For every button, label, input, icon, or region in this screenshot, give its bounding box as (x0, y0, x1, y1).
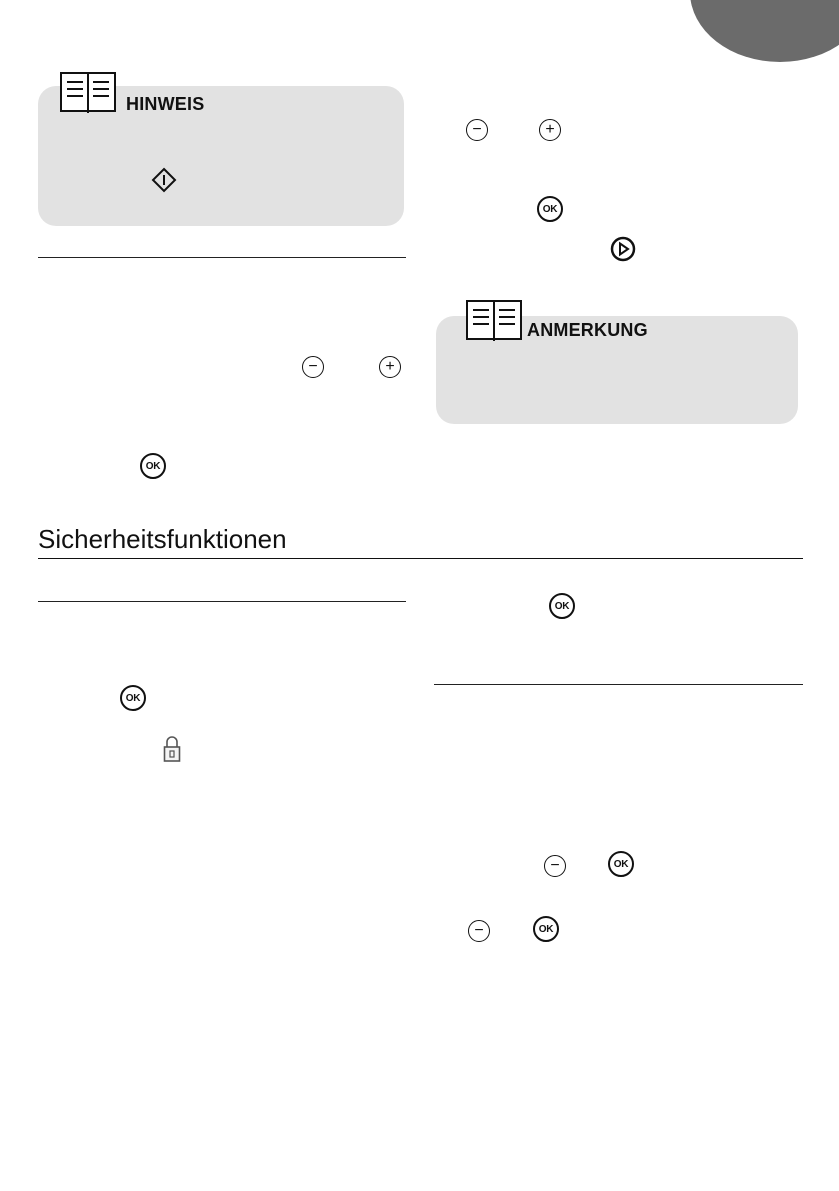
section-title-underline (38, 558, 803, 559)
section-title: Sicherheitsfunktionen (38, 524, 287, 554)
divider-left-top (38, 257, 406, 258)
ok-button-icon: OK (537, 196, 563, 222)
plus-button-icon: + (379, 356, 401, 378)
divider-right-bottom (434, 684, 803, 685)
minus-button-icon: − (468, 920, 490, 942)
plus-button-icon: + (539, 119, 561, 141)
divider-left-bottom (38, 601, 406, 602)
hinweis-label: HINWEIS (126, 94, 205, 114)
book-icon (60, 72, 116, 114)
book-icon (466, 300, 522, 342)
ok-button-icon: OK (549, 593, 575, 619)
ok-button-icon: OK (120, 685, 146, 711)
minus-button-icon: − (302, 356, 324, 378)
minus-button-icon: − (466, 119, 488, 141)
lock-icon (163, 735, 181, 763)
corner-tab (690, 0, 839, 62)
anmerkung-label: ANMERKUNG (527, 320, 648, 340)
ok-button-icon: OK (608, 851, 634, 877)
minus-button-icon: − (544, 855, 566, 877)
play-button-icon (610, 236, 636, 262)
ok-button-icon: OK (140, 453, 166, 479)
ok-button-icon: OK (533, 916, 559, 942)
start-diamond-icon (151, 167, 177, 193)
